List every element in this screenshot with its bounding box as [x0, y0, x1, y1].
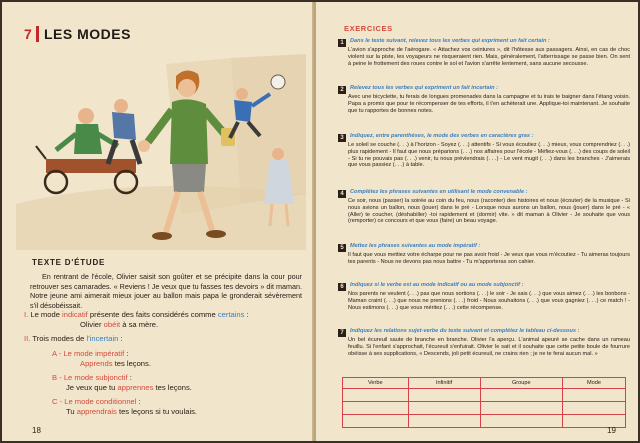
- mode-b-ex-pre: Je veux que tu: [66, 383, 116, 392]
- exercise-instruction: Indiquez les relations sujet-verbe du texte suivant et complétez le tableau ci-dessous :: [350, 328, 580, 334]
- right-page: [316, 2, 638, 441]
- mode-b-example: [66, 383, 192, 393]
- rule-2-line: [24, 334, 123, 344]
- mode-c-line: [52, 397, 141, 407]
- chapter-number: 7: [24, 26, 32, 42]
- study-text: En rentrant de l'école, Olivier saisit son goûter et se précipite dans la cour pour retrouver ses camarades. « Reviens ! Je veux que tu fasses tes devoirs » dit maman. Notre jeune ami aimerait mieux jouer au ballon mais papa le gronderait sévèrement s'il désobéissait.: [30, 272, 302, 310]
- rule-1-ex-pre: Olivier: [80, 320, 102, 329]
- exercise-1: [338, 38, 630, 67]
- rule-2-number: II.: [24, 334, 31, 343]
- table-cell: [408, 415, 480, 428]
- verb-apprendrais: apprendrais: [76, 407, 117, 416]
- study-heading: TEXTE D'ÉTUDE: [32, 258, 106, 267]
- table-cell: [480, 402, 563, 415]
- page-number-right: 19: [607, 426, 616, 435]
- exercise-5: [338, 243, 630, 266]
- table-row: [343, 389, 626, 402]
- mode-c-end: :: [138, 397, 141, 406]
- rule-1-end: :: [246, 310, 249, 319]
- chapter-title: LES MODES: [44, 26, 131, 42]
- exercise-4: [338, 189, 630, 225]
- exercise-instruction: Dans le texte suivant, relevez tous les verbes qui expriment un fait certain :: [350, 38, 550, 44]
- ball: [271, 75, 285, 89]
- exercise-text: Un bel écureuil saute de branche en branche. Olivier l'a aperçu. L'animal apeuré se cache dans un rameau feuillu. Si l'enfant s'approchait, l'écureuil s'enfuirait. Olivier le sait et il souhaite que cette petite boule de fourrure obéisse à ses supplications, « Descends, joli petit écureuil, ne crains rien ; je ne te ferai aucun mal. »: [348, 337, 630, 357]
- exercise-number: 3: [338, 134, 346, 142]
- exercise-2: [338, 85, 630, 114]
- mode-subjonctif: subjonctif: [95, 373, 128, 382]
- table-header-verbe: Verbe: [343, 378, 409, 389]
- exercise-instruction: Indiquez, entre parenthèses, le mode des verbes en caractères gras :: [350, 133, 534, 139]
- table-cell: [563, 415, 626, 428]
- table-header-infinitif: Infinitif: [408, 378, 480, 389]
- exercise-number: 1: [338, 39, 346, 47]
- table-header-groupe: Groupe: [480, 378, 563, 389]
- rule-1-pre: Le mode: [30, 310, 60, 319]
- rule-1-line: [24, 310, 249, 320]
- exercise-instruction: Complétez les phrases suivantes en utilisant le mode convenable :: [350, 189, 528, 195]
- exercise-number: 2: [338, 86, 346, 94]
- mode-conditionnel: conditionnel: [95, 397, 137, 406]
- verb-obeit: obéit: [103, 320, 121, 329]
- exercise-text: Il faut que vous mettiez votre écharpe pour ne pas avoir froid - Je veux que vous m'écoutiez - Tu aimeras toujours tes parents - Nous ne devons pas nous battre - Tu m'apporteras son cahier.: [348, 252, 630, 265]
- word-incertain: l'incertain: [86, 334, 119, 343]
- table-cell: [343, 389, 409, 402]
- exercise-text: Avec une bicyclette, tu ferais de longues promenades dans la campagne et tu irais te baigner dans l'étang voisin. Papa a promis que pour te récompenser de tes efforts, il t'en achèterait une. Applique-toi maintenant. Je souhaite que tu rapportes de bonnes notes.: [348, 94, 630, 114]
- exercise-instruction: Mettez les phrases suivantes au mode impératif :: [350, 243, 481, 249]
- exercises-heading: EXERCICES: [344, 24, 393, 33]
- left-page: [2, 2, 314, 441]
- mode-b-label: B - Le mode: [52, 373, 94, 382]
- verb-apprennes: apprennes: [117, 383, 154, 392]
- exercise-number: 4: [338, 190, 346, 198]
- exercise-text: Le soleil se couche (. . .) à l'horizon - Soyez (. . .) attentifs - Si vous écoutiez (. . .) mieux, vous comprendriez (. . .) plus rapidement - Il faut que nous préparions (. . .) nos affaires pour l'école - Méfiez-vous (. . .) des coups de soleil - Si tu ne pouvais pas (. . .) venir, tu nous préviendrais (. . .) - Le vent mugit (. . .) dans les branches - J'aimerais que vous passiez (. . .) à table.: [348, 142, 630, 169]
- verb-apprends: Apprends: [80, 359, 113, 368]
- exercise-instruction: Relevez tous les verbes qui expriment un fait incertain :: [350, 85, 498, 91]
- mode-c-ex-post: tes leçons si tu voulais.: [118, 407, 198, 416]
- relations-table: [342, 377, 626, 428]
- exercise-text: Ce soir, nous (passer) la soirée au coin du feu, nous (raconter) des histoires et nous (écouter) de la musique - Si nous avions un ballon, nous (jouer) dans le pré - Lorsque nous aurons un ballon, nous (jouer) dans le pré - « (Aller) te coucher, (déshabiller) -toi rapidement et (dormir) vite. » dit maman à Olivier - Je souhaite que vous (remporter) ce concours et que vous (faire) un beau voyage.: [348, 198, 630, 225]
- mode-b-end: :: [129, 373, 132, 382]
- rule-2-end: :: [120, 334, 123, 343]
- mode-a-ex-post: tes leçons.: [114, 359, 151, 368]
- mode-a-label: A - Le mode: [52, 349, 93, 358]
- mode-b-line: [52, 373, 132, 383]
- table-cell: [343, 402, 409, 415]
- table-row: [343, 402, 626, 415]
- table-cell: [563, 389, 626, 402]
- courtyard-illustration: [16, 54, 306, 250]
- mode-indicatif: indicatif: [62, 310, 88, 319]
- exercise-6: [338, 282, 630, 311]
- exercise-number: 6: [338, 283, 346, 291]
- table-cell: [480, 415, 563, 428]
- mode-a-line: [52, 349, 128, 359]
- table-row: [343, 415, 626, 428]
- exercise-number: 5: [338, 244, 346, 252]
- mode-c-ex-pre: Tu: [66, 407, 75, 416]
- exercise-7: [338, 328, 630, 357]
- rule-1-mid: présente des faits considérés comme: [89, 310, 216, 319]
- table-header-mode: Mode: [563, 378, 626, 389]
- rule-1-ex-post: à sa mère.: [122, 320, 159, 329]
- mode-a-example: [80, 359, 151, 369]
- mode-b-ex-post: tes leçons.: [155, 383, 192, 392]
- table-cell: [408, 389, 480, 402]
- chapter-divider: [36, 26, 39, 42]
- mode-c-label: C - Le mode: [52, 397, 94, 406]
- exercise-instruction: Indiquez si le verbe est au mode indicatif ou au mode subjonctif :: [350, 282, 524, 288]
- exercise-text: Nos parents ne veulent (. . .) pas que nous sortions (. . .) le soir - Je sais (. . .) que vous aimez (. . .) les bonbons - Maman craint (. . .) que nous ne prenions (. . .) froid - Nous souhaitons (. . .) que vous gagniez (. . .) ce match ! - Nous estimons (. . .) que vous méritez (. . .) cette récompense.: [348, 291, 630, 311]
- table-cell: [480, 389, 563, 402]
- mode-a-end: :: [126, 349, 129, 358]
- exercise-3: [338, 133, 630, 169]
- rule-2-pre: Trois modes de: [32, 334, 85, 343]
- mode-imperatif: impératif: [95, 349, 125, 358]
- exercise-number: 7: [338, 329, 346, 337]
- table-cell: [408, 402, 480, 415]
- rule-1-number: I.: [24, 310, 29, 319]
- table-cell: [343, 415, 409, 428]
- exercise-text: L'avion s'approche de l'aérogare. « Attachez vos ceintures », dit l'hôtesse aux passagers. Ainsi, en cas de choc violent sur la piste, les voyageurs ne risqueraient rien. Mais, généralement, l'atterrissage se passe bien. On sent à peine le frottement des roues contre le sol et l'avion s'arrête lentement, sans aucune secousse.: [348, 47, 630, 67]
- rule-1-example: [80, 320, 158, 330]
- mode-c-example: [66, 407, 197, 417]
- word-certains: certains: [217, 310, 245, 319]
- page-number-left: 18: [32, 426, 41, 435]
- table-cell: [563, 402, 626, 415]
